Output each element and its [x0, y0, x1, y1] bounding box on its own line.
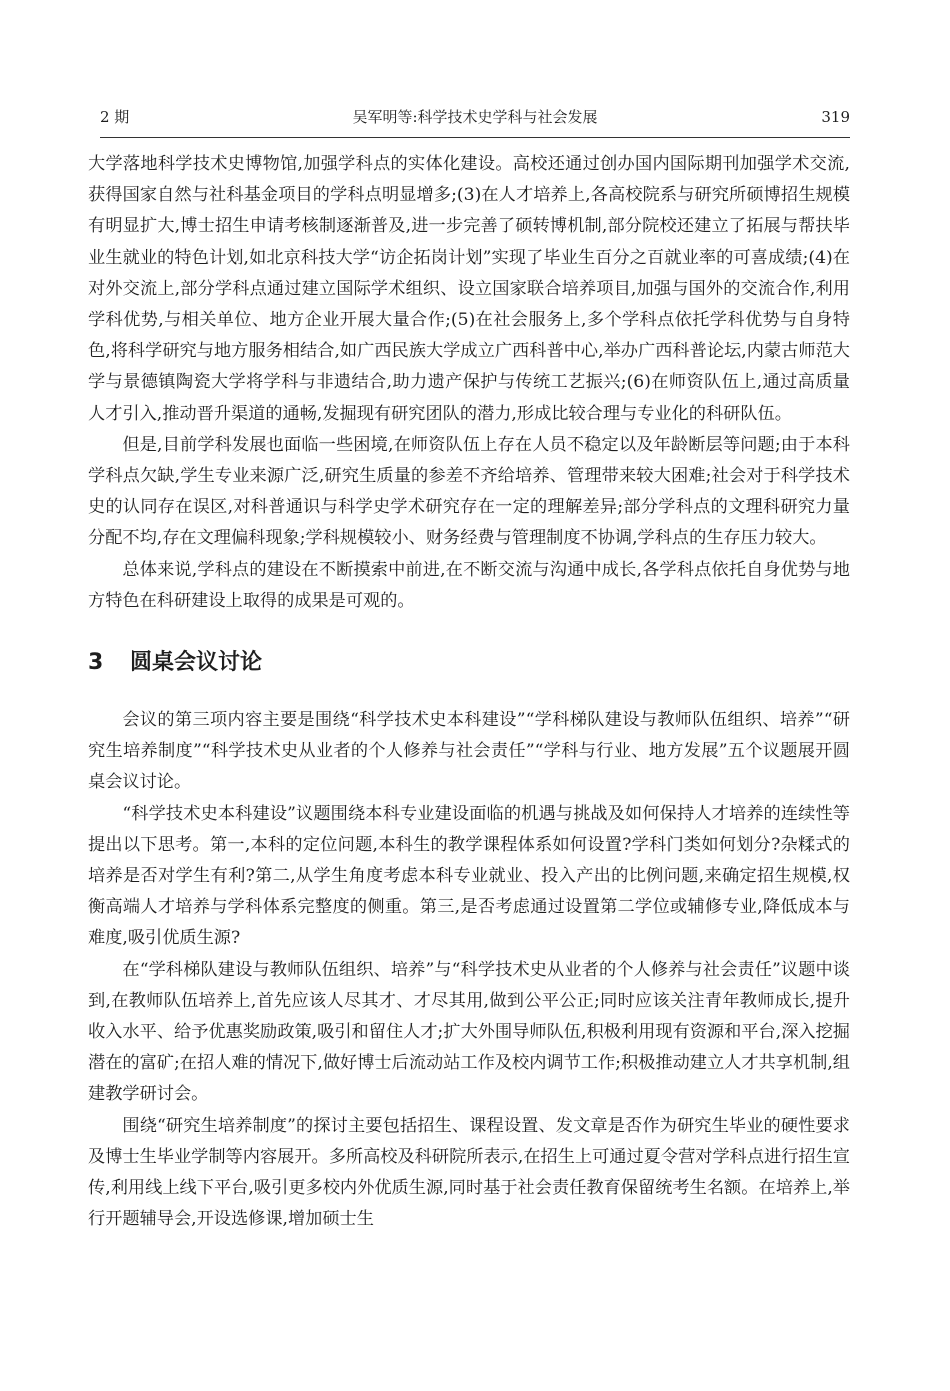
issue-number: 2 期	[100, 108, 130, 126]
running-header	[100, 104, 850, 130]
section-title: 圆桌会议讨论	[130, 650, 263, 676]
paragraph: 会议的第三项内容主要是围绕“科学技术史本科建设”“学科梯队建设与教师队伍组织、培养”“研究生培养制度”“科学技术史从业者的个人修养与社会责任”“学科与行业、地方发展”五个议题展开圆桌会议讨论。	[88, 710, 850, 793]
header-rule	[100, 137, 850, 138]
running-title: 吴军明等:科学技术史学科与社会发展	[352, 108, 598, 126]
section-heading	[88, 643, 850, 683]
section-number: 3	[88, 650, 104, 676]
paragraph: 总体来说,学科点的建设在不断摸索中前进,在不断交流与沟通中成长,各学科点依托自身优势与地方特色在科研建设上取得的成果是可观的。	[88, 559, 850, 611]
paragraph: 但是,目前学科发展也面临一些困境,在师资队伍上存在人员不稳定以及年龄断层等问题;由于本科学科点欠缺,学生专业来源广泛,研究生质量的参差不齐给培养、管理带来较大困难;社会对于科学技术史的认同存在误区,对科普通识与科学史学术研究存在一定的理解差异;部分学科点的文理科研究力量分配不均,存在文理偏科现象;学科规模较小、财务经费与管理制度不协调,学科点的生存压力较大。	[88, 434, 850, 549]
page-number: 319	[821, 108, 850, 126]
paragraph-continued: 大学落地科学技术史博物馆,加强学科点的实体化建设。高校还通过创办国内国际期刊加强学术交流,获得国家自然与社科基金项目的学科点明显增多;(3)在人才培养上,各高校院系与研究所硕博招生规模有明显扩大,博士招生申请考核制逐渐普及,进一步完善了硕转博机制,部分院校还建立了拓展与帮扶毕业生就业的特色计划,如北京科技大学“访企拓岗计划”实现了毕业生百分之百就业率的可喜成绩;(4)在对外交流上,部分学科点通过建立国际学术组织、设立国家联合培养项目,加强与国外的交流合作,利用学科优势,与相关单位、地方企业开展大量合作;(5)在社会服务上,多个学科点依托学科优势与自身特色,将科学研究与地方服务相结合,如广西民族大学成立广西科普中心,举办广西科普论坛,内蒙古师范大学与景德镇陶瓷大学将学科与非遗结合,助力遗产保护与传统工艺振兴;(6)在师资队伍上,通过高质量人才引入,推动晋升渠道的通畅,发掘现有研究团队的潜力,形成比较合理与专业化的科研队伍。	[88, 154, 850, 424]
paragraph: 围绕“研究生培养制度”的探讨主要包括招生、课程设置、发文章是否作为研究生毕业的硬性要求及博士生毕业学制等内容展开。多所高校及科研院所表示,在招生上可通过夏令营对学科点进行招生宣传,利用线上线下平台,吸引更多校内外优质生源,同时基于社会责任教育保留统考生名额。在培养上,举行开题辅导会,开设选修课,增加硕士生	[88, 1115, 850, 1230]
paragraph: “科学技术史本科建设”议题围绕本科专业建设面临的机遇与挑战及如何保持人才培养的连续性等提出以下思考。第一,本科的定位问题,本科生的教学课程体系如何设置?学科门类如何划分?杂糅式的培养是否对学生有利?第二,从学生角度考虑本科专业就业、投入产出的比例问题,来确定招生规模,权衡高端人才培养与学科体系完整度的侧重。第三,是否考虑通过设置第二学位或辅修专业,降低成本与难度,吸引优质生源?	[88, 803, 850, 949]
paragraph: 在“学科梯队建设与教师队伍组织、培养”与“科学技术史从业者的个人修养与社会责任”议题中谈到,在教师队伍培养上,首先应该人尽其才、才尽其用,做到公平公正;同时应该关注青年教师成长,提升收入水平、给予优惠奖励政策,吸引和留住人才;扩大外围导师队伍,积极利用现有资源和平台,深入挖掘潜在的富矿;在招人难的情况下,做好博士后流动站工作及校内调节工作;积极推动建立人才共享机制,组建教学研讨会。	[88, 959, 850, 1105]
article-body	[88, 149, 850, 1236]
